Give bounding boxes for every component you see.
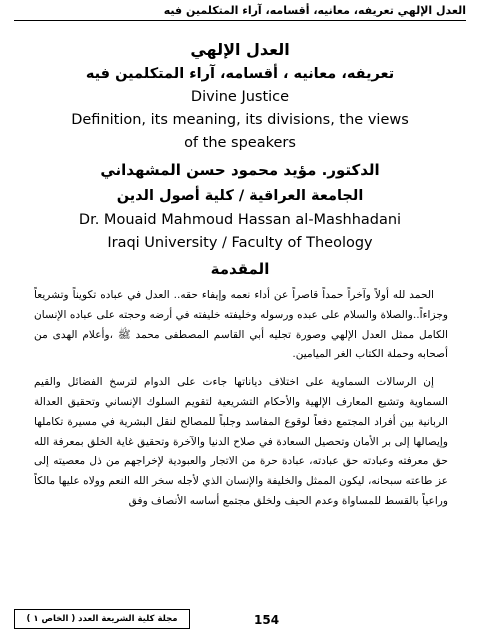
- journal-name-box: مجلة كلية الشريعة العدد ( الخاص ١ ): [14, 609, 190, 629]
- paragraph-2: إن الرسالات السماوية على اختلاف دياناتها جاءت على الدوام لترسخ الفضائل والقيم السماوية وتشيع المعارف الإلهية والأحكام التشريعية لتقويم السلوك الإنساني وتحقيق العدالة الربانية بين أفراد المجتمع دفعاً لوقوع المفاسد وجلباً للمصالح لنقل البشرية في مسيرة تكاملها وإيصالها إلى بر الأمان وتحصيل السعادة في صلاح الدنيا والآخرة وتحقيق غاية الخلق بمعرفة الله حق معرفته وعبادته حق عبادته، عبادة حرة من الاتجار والعبودية لإخراجهم من ذل معصيته إلى عز طاعته سبحانه، ليكون الممثل والخليفة والإنسان الذي لأجله سخر الله النعم وولاه عليها مالكاً وراعياً بالقسط للمساواة وعدم الحيف ولخلق مجتمع أساسه الأنصاف وفق: [34, 376, 448, 507]
- section-heading-introduction: المقدمة: [210, 260, 270, 278]
- english-affiliation: Iraqi University / Faculty of Theology: [107, 235, 373, 251]
- running-header: [14, 2, 466, 21]
- paragraph-1: الحمد لله أولاً وآخراً حمداً قاصراً عن أداء نعمه وإيفاء حقه.. العدل في عباده تكويناً وتشريعاً وجزاءاً..والصلاة والسلام على عبده ورسوله وخليفته خليفته في أرضه وحجته على عباده الإنسان الكامل ممثل العدل الإلهي وصورة تجليه أبي القاسم المصطفى محمد ﷺ ،وأعلام الهدى من أصحابه وحملة الكتاب الغر الميامين.: [34, 289, 448, 361]
- page-number: 154: [254, 613, 280, 627]
- english-author: Dr. Mouaid Mahmoud Hassan al-Mashhadani: [78, 212, 402, 228]
- english-subtitle-line1: Definition, its meaning, its divisions, the views: [71, 112, 409, 128]
- arabic-subtitle: تعريفه، معانيه ، أقسامه، آراء المتكلمين فيه: [85, 66, 395, 82]
- running-title: العدل الإلهي تعريفه، معانيه، أقسامه، آراء المتكلمين فيه: [163, 4, 466, 17]
- title-block: [0, 38, 480, 281]
- arabic-affiliation: الجامعة العراقية / كلية أصول الدين: [116, 188, 364, 204]
- page-footer: [0, 609, 480, 631]
- english-subtitle-line2: of the speakers: [184, 135, 296, 151]
- arabic-author: الدكتور. مؤيد محمود حسن المشهداني: [100, 161, 380, 179]
- arabic-title: العدل الإلهي: [190, 40, 290, 59]
- body-text: [34, 286, 448, 520]
- english-title: Divine Justice: [190, 89, 290, 105]
